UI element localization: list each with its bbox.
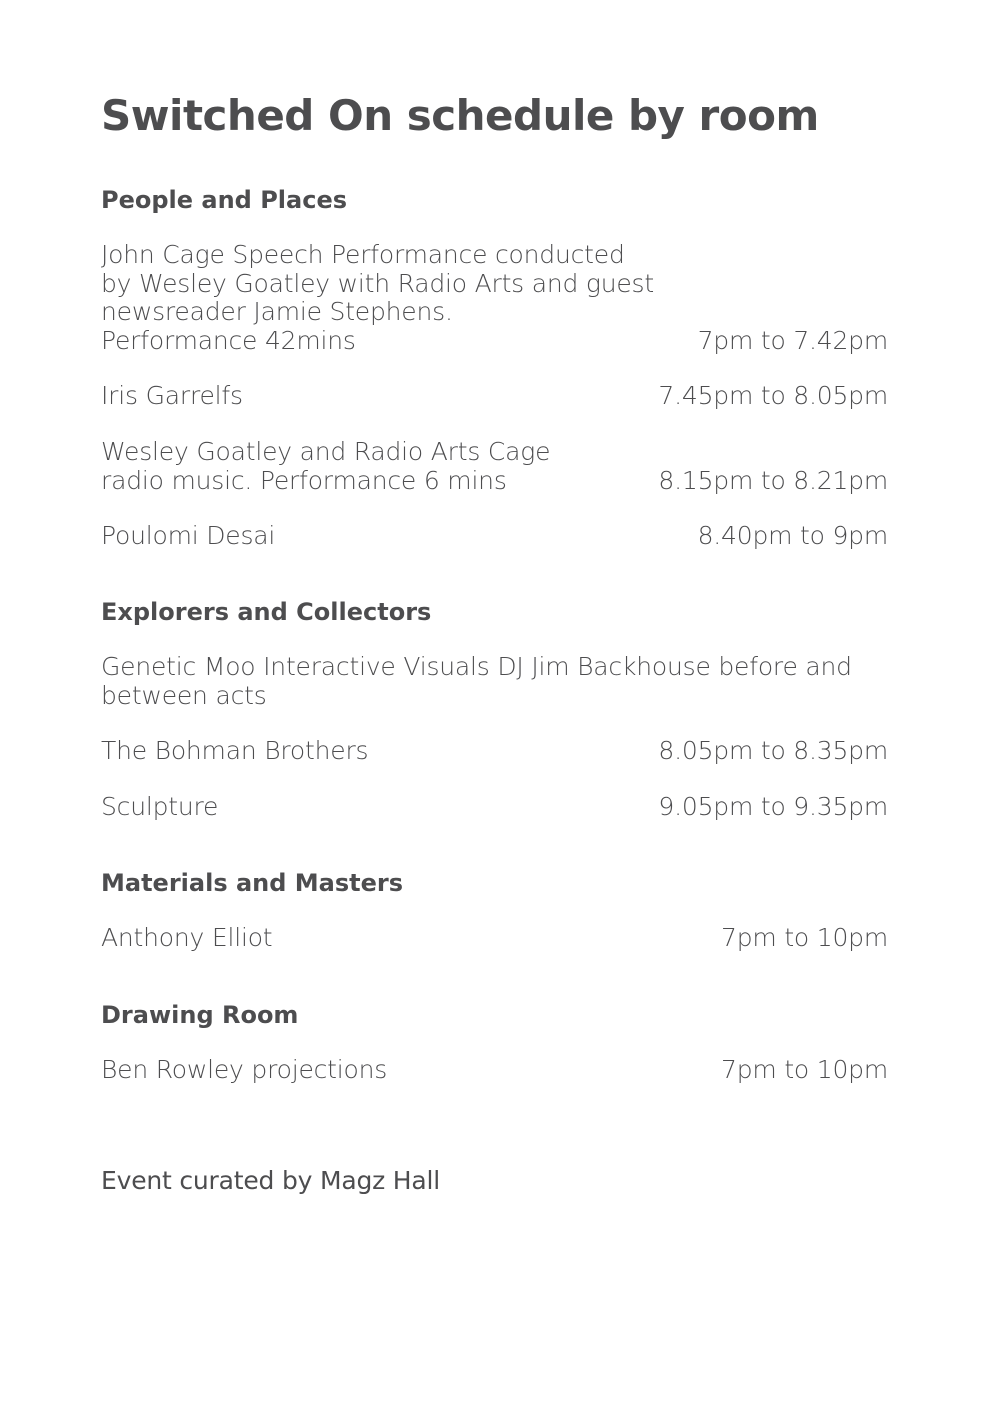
event-time: 7pm to 10pm [721, 923, 888, 952]
section-heading-explorers-and-collectors: Explorers and Collectors [101, 598, 432, 626]
event-time: 7.45pm to 8.05pm [658, 381, 888, 410]
event-time: 7pm to 10pm [721, 1055, 888, 1084]
event-time: 8.15pm to 8.21pm [658, 465, 888, 495]
event-time: 8.05pm to 8.35pm [658, 736, 888, 765]
event-line: Poulomi Desai [101, 521, 276, 550]
event-description [101, 438, 661, 495]
event-row [101, 653, 888, 710]
section-heading-drawing-room: Drawing Room [101, 1001, 299, 1029]
event-line: radio music. Performance 6 mins [101, 465, 507, 495]
event-line: Genetic Moo Interactive Visuals DJ Jim Backhouse before and [101, 652, 852, 681]
event-description [101, 522, 661, 551]
event-row [101, 793, 888, 822]
event-row [101, 1056, 888, 1085]
event-line: Performance 42mins [101, 326, 356, 356]
event-time: 7pm to 7.42pm [697, 326, 888, 356]
section-heading-people-and-places: People and Places [101, 186, 348, 214]
event-line: Iris Garrelfs [101, 381, 243, 410]
event-description [101, 382, 661, 411]
event-line: Wesley Goatley and Radio Arts Cage [101, 437, 551, 466]
event-line: by Wesley Goatley with Radio Arts and guest [101, 268, 654, 298]
event-row [101, 924, 888, 953]
event-row [101, 382, 888, 411]
event-line: Anthony Elliot [101, 923, 273, 952]
event-description [101, 653, 888, 710]
event-time: 9.05pm to 9.35pm [658, 792, 888, 821]
event-time: 8.40pm to 9pm [697, 521, 888, 550]
event-line: newsreader Jamie Stephens. [101, 297, 453, 327]
event-row [101, 522, 888, 551]
event-description [101, 241, 661, 356]
event-line: between acts [101, 680, 267, 710]
event-line: The Bohman Brothers [101, 736, 369, 765]
event-description [101, 1056, 661, 1085]
event-line: Sculpture [101, 792, 219, 821]
section-heading-materials-and-masters: Materials and Masters [101, 869, 404, 897]
event-line: Ben Rowley projections [101, 1055, 388, 1084]
curator-credit: Event curated by Magz Hall [101, 1166, 441, 1195]
event-row [101, 737, 888, 766]
page-title: Switched On schedule by room [101, 91, 819, 140]
event-description [101, 924, 661, 953]
event-description [101, 737, 661, 766]
event-line: John Cage Speech Performance conducted [101, 240, 625, 269]
event-description [101, 793, 661, 822]
event-row [101, 438, 888, 495]
event-row [101, 241, 888, 356]
